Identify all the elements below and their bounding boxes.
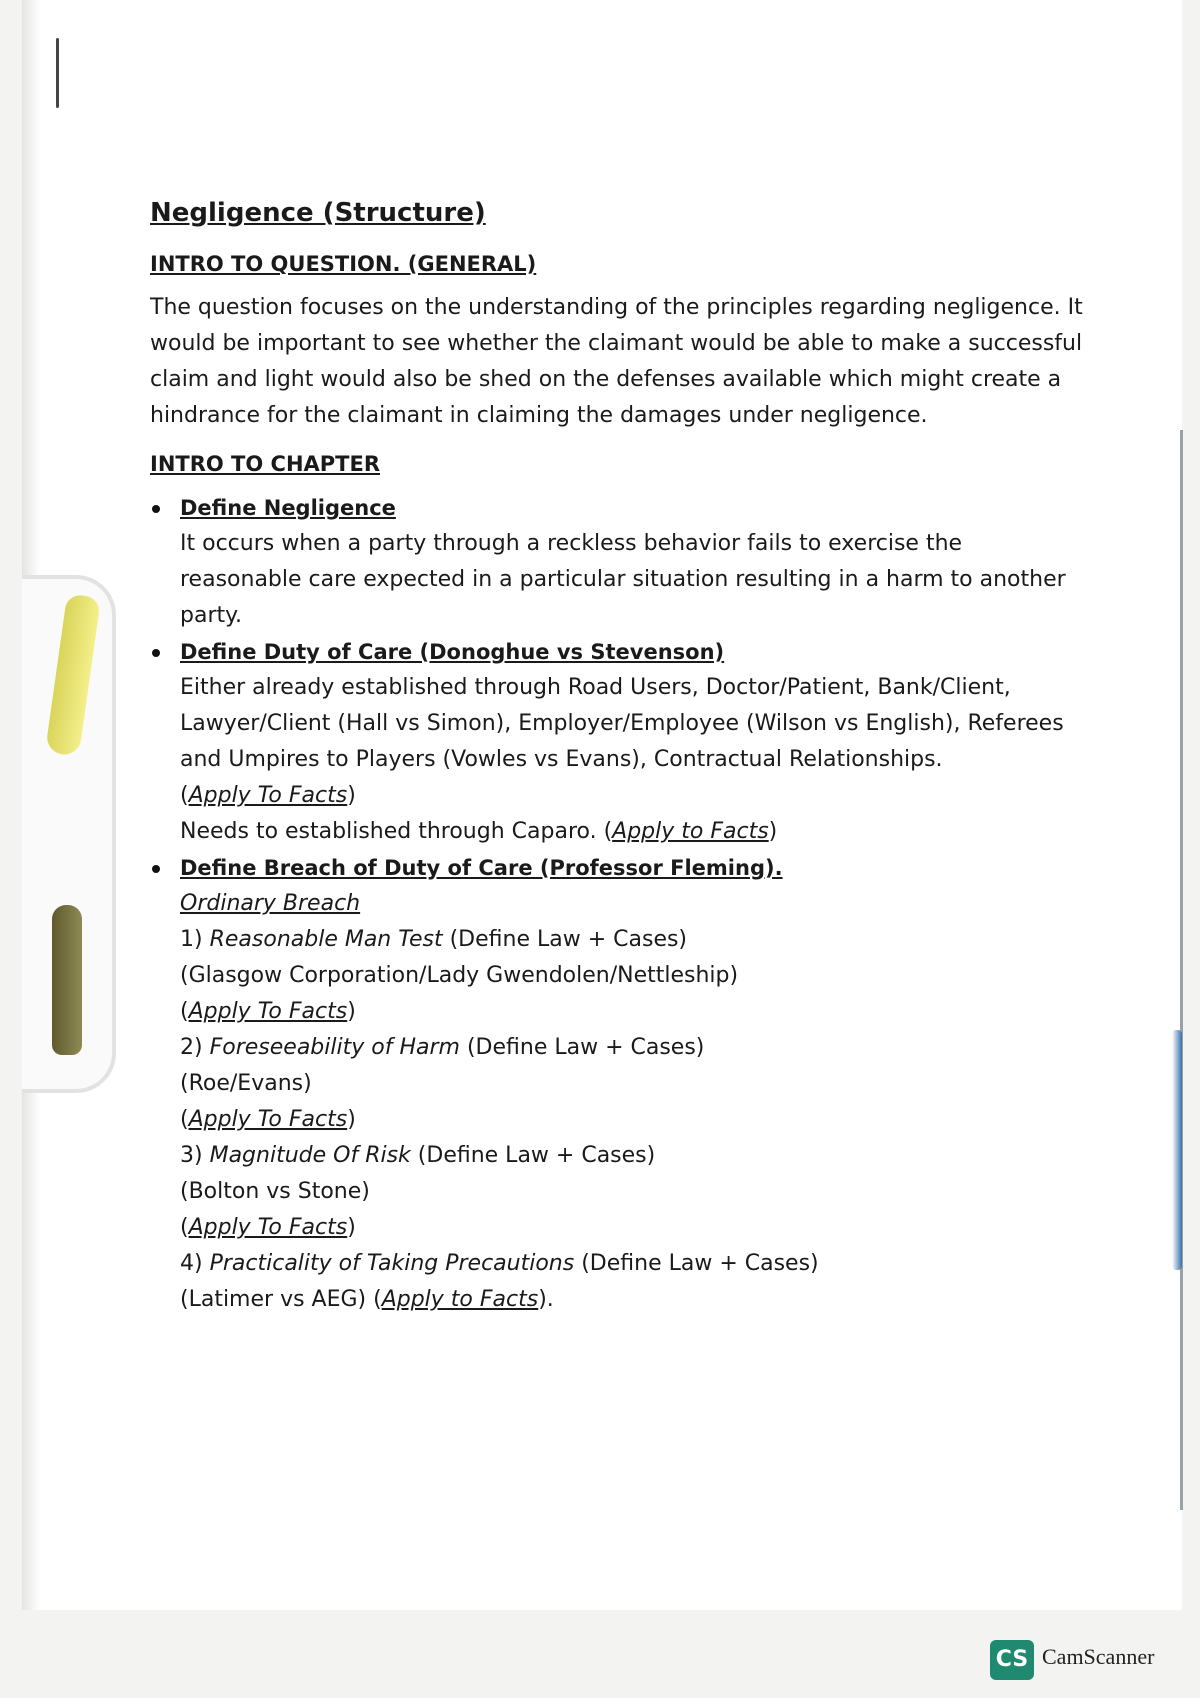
page-right-edge — [1180, 430, 1183, 1510]
apply-to-facts: Apply To Facts — [188, 1107, 348, 1132]
item-define: (Define Law + Cases) — [449, 927, 688, 952]
item-cases: (Bolton vs Stone) — [180, 1179, 370, 1204]
page-title: Negligence (Structure) — [150, 198, 486, 228]
apply-to-facts: Apply To Facts — [188, 1215, 348, 1240]
item-name: Practicality of Taking Precautions — [209, 1251, 575, 1276]
bullet-breach — [150, 850, 1090, 1318]
caparo-text: Needs to established through Caparo. — [180, 819, 597, 844]
intro-question-text: The question focuses on the understanding of the principles regarding negligence. It would be important to see whether the claimant would be able to make a successful claim and light would also be shed on the defenses available which might create a hindrance for the claimant in claiming the damages under negligence. — [150, 295, 1083, 428]
breach-item-1 — [180, 922, 1090, 958]
breach-item-4 — [180, 1246, 1090, 1282]
item-name: Reasonable Man Test — [209, 927, 443, 952]
breach-item-2 — [180, 1030, 1090, 1066]
item-number: 1) — [180, 927, 203, 952]
item-number: 3) — [180, 1143, 203, 1168]
intro-chapter-heading: INTRO TO CHAPTER — [150, 452, 381, 476]
item-name: Foreseeability of Harm — [209, 1035, 460, 1060]
item-cases: (Latimer vs AEG) — [180, 1287, 367, 1312]
item-name: Magnitude Of Risk — [209, 1143, 411, 1168]
bullet-text: It occurs when a party through a reckless behavior fails to exercise the reasonable care expected in a particular situation resulting in a harm to another party. — [180, 531, 1066, 628]
item-cases-apply: (Latimer vs AEG) (Apply to Facts). — [180, 1287, 554, 1312]
document-content — [150, 196, 1090, 1318]
apply-to-facts: Apply to Facts — [381, 1287, 539, 1312]
apply-line: (Apply To Facts) — [180, 999, 356, 1024]
item-define: (Define Law + Cases) — [417, 1143, 656, 1168]
item-define: (Define Law + Cases) — [466, 1035, 705, 1060]
caparo-line: Needs to established through Caparo. (Apply to Facts) — [180, 819, 778, 844]
item-cases: (Glasgow Corporation/Lady Gwendolen/Nettleship) — [180, 963, 739, 988]
breach-item-3 — [180, 1138, 1090, 1174]
bullet-heading: Define Breach of Duty of Care (Professor Fleming). — [180, 856, 783, 880]
pen-mark — [56, 38, 59, 108]
item-define: (Define Law + Cases) — [581, 1251, 819, 1276]
apply-line: (Apply To Facts) — [180, 1107, 356, 1132]
bullet-duty-of-care — [150, 634, 1090, 850]
olive-tab — [52, 905, 82, 1055]
bullet-define-negligence — [150, 490, 1090, 634]
camscanner-brand: CamScanner — [1042, 1644, 1155, 1669]
item-number: 4) — [180, 1251, 203, 1276]
bullet-text: Either already established through Road Users, Doctor/Patient, Bank/Client, Lawyer/Client (Hall vs Simon), Employer/Employee (Wilson vs English), Referees and Umpires to Players (Vowles vs Evans), Contractual Relationships. — [180, 675, 1064, 772]
item-number: 2) — [180, 1035, 203, 1060]
camscanner-logo: CS — [990, 1640, 1034, 1680]
apply-line: (Apply To Facts) — [180, 783, 356, 808]
apply-to-facts: Apply to Facts — [612, 819, 769, 844]
page-right-blue-edge — [1172, 1030, 1182, 1270]
item-cases: (Roe/Evans) — [180, 1071, 312, 1096]
bullet-heading: Define Negligence — [180, 496, 396, 520]
intro-question-heading: INTRO TO QUESTION. (GENERAL) — [150, 252, 537, 276]
apply-to-facts: Apply To Facts — [188, 999, 348, 1024]
ordinary-breach: Ordinary Breach — [180, 891, 361, 916]
apply-line: (Apply To Facts) — [180, 1215, 356, 1240]
apply-to-facts: Apply To Facts — [188, 783, 348, 808]
chapter-bullets — [150, 490, 1090, 1318]
bullet-heading: Define Duty of Care (Donoghue vs Stevenson) — [180, 640, 725, 664]
